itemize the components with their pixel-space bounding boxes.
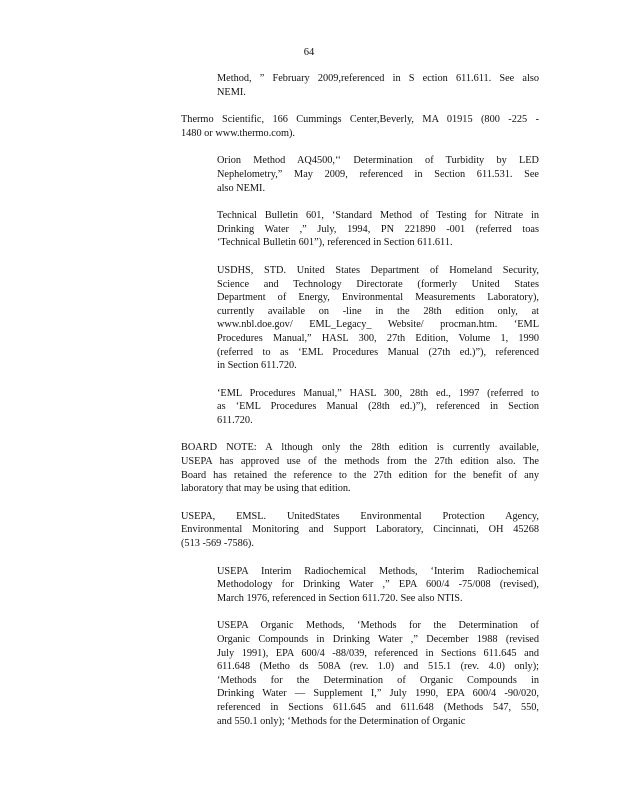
- paragraph-p7: [181, 441, 539, 495]
- text-line: Organic Compounds in Drinking Water ,” December 1988 (revised: [217, 634, 539, 645]
- text-line: Procedures Manual,” HASL 300, 27th Edition, Volume 1, 1990: [217, 332, 539, 344]
- text-line: (513 -569 -7586).: [181, 538, 254, 550]
- text-line: 611.648 (Metho ds 508A (rev. 1.0) and 515.1 (rev. 4.0) only);: [217, 661, 539, 673]
- paragraph-p1: [217, 72, 539, 99]
- text-line: USDHS, STD. United States Department of Homeland Security,: [217, 264, 539, 276]
- text-line: USEPA, EMSL. UnitedStates Environmental Protection Agency,: [181, 510, 539, 522]
- document-body: [181, 72, 539, 742]
- paragraph-p10: [217, 619, 539, 728]
- text-line: (referred to as ‘EML Procedures Manual (27th ed.)”), referenced: [217, 346, 539, 358]
- text-line: Science and Technology Directorate (formerly United States: [217, 278, 539, 290]
- text-line: BOARD NOTE: A lthough only the 28th edition is currently available,: [181, 442, 539, 454]
- paragraph-p5: [217, 264, 539, 373]
- paragraph-p4: [217, 209, 539, 250]
- text-line: 1480 or www.thermo.com).: [181, 127, 296, 139]
- paragraph-p2: [181, 113, 539, 140]
- text-line: Board has retained the reference to the 27th edition for the benefit of any: [181, 469, 539, 481]
- text-line: referenced in Sections 611.645 and 611.648 (Methods 547, 550,: [217, 701, 539, 713]
- text-line: also NEMI.: [217, 182, 266, 194]
- text-line: Methodology for Drinking Water ,” EPA 600/4 -75/008 (revised),: [217, 579, 539, 591]
- text-line: NEMI.: [217, 86, 246, 98]
- text-line: USEPA has approved use of the methods from the 27th edition also. The: [181, 456, 539, 468]
- text-line: ‘Technical Bulletin 601”), referenced in Section 611.611.: [217, 237, 453, 249]
- text-line: currently available on -line in the 28th edition only, at: [217, 305, 539, 317]
- paragraph-p8: [181, 510, 539, 551]
- paragraph-p3: [217, 154, 539, 195]
- page-number: 64: [303, 47, 315, 58]
- text-line: www.nbl.doe.gov/ EML_Legacy_ Website/ procman.htm. ‘EML: [217, 319, 539, 331]
- text-line: as ‘EML Procedures Manual (28th ed.)”), referenced in Section: [217, 401, 539, 413]
- text-line: Department of Energy, Environmental Measurements Laboratory),: [217, 292, 539, 304]
- text-line: Thermo Scientific, 166 Cummings Center,Beverly, MA 01915 (800 -225 -: [181, 114, 539, 126]
- text-line: Environmental Monitoring and Support Laboratory, Cincinnati, OH 45268: [181, 524, 539, 536]
- text-line: USEPA Organic Methods, ‘Methods for the Determination of: [217, 620, 539, 632]
- text-line: Drinking Water — Supplement I,” July 1990, EPA 600/4 -90/020,: [217, 688, 539, 700]
- text-line: Technical Bulletin 601, ‘Standard Method of Testing for Nitrate in: [217, 210, 539, 222]
- text-line: and 550.1 only); ‘Methods for the Determination of Organic: [217, 715, 466, 727]
- text-line: in Section 611.720.: [217, 360, 297, 372]
- paragraph-p6: [217, 387, 539, 428]
- text-line: Drinking Water ,” July, 1994, PN 221890 -001 (referred toas: [217, 223, 539, 235]
- text-line: ‘EML Procedures Manual,” HASL 300, 28th ed., 1997 (referred to: [217, 387, 539, 399]
- paragraph-p9: [217, 565, 539, 606]
- text-line: Orion Method AQ4500,‘‘ Determination of Turbidity by LED: [217, 155, 539, 167]
- text-line: March 1976, referenced in Section 611.720. See also NTIS.: [217, 592, 463, 604]
- text-line: USEPA Interim Radiochemical Methods, ‘Interim Radiochemical: [217, 565, 539, 577]
- text-line: 611.720.: [217, 414, 253, 426]
- text-line: July 1991), EPA 600/4 -88/039, referenced in Sections 611.645 and: [217, 647, 539, 659]
- text-line: laboratory that may be using that edition.: [181, 483, 351, 495]
- text-line: ‘Methods for the Determination of Organic Compounds in: [217, 674, 539, 686]
- text-line: Method, ” February 2009,referenced in S ection 611.611. See also: [217, 73, 539, 84]
- text-line: Nephelometry,” May 2009, referenced in Section 611.531. See: [217, 168, 539, 180]
